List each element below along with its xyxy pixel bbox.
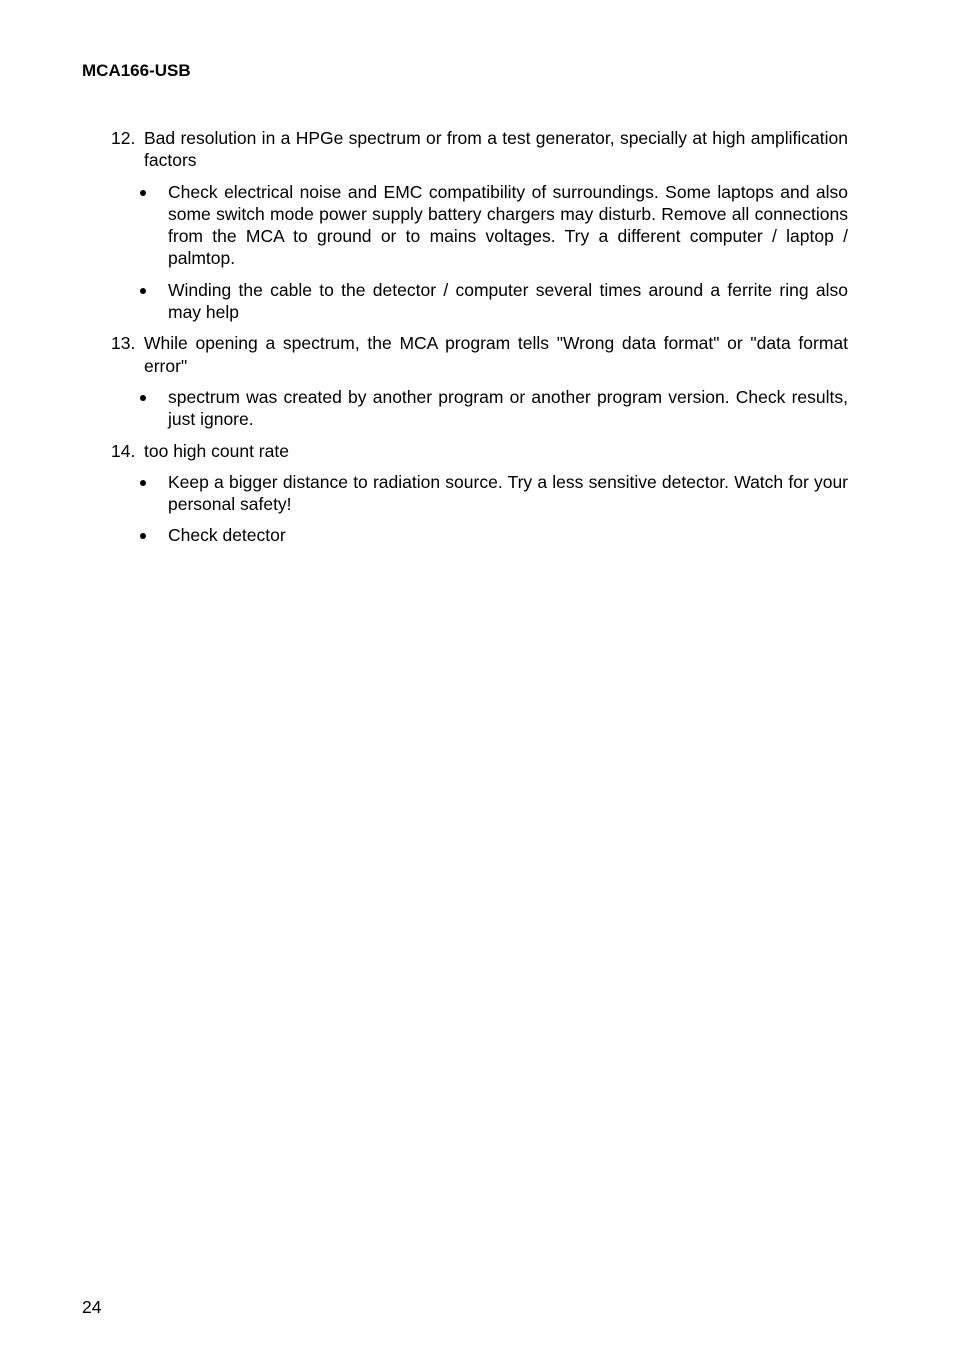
item-number: 13. xyxy=(111,333,136,354)
bullet-dot-icon xyxy=(140,395,146,401)
bullet-item xyxy=(144,386,848,431)
bullet-list xyxy=(144,386,848,431)
bullet-item xyxy=(144,279,848,324)
bullet-item xyxy=(144,471,848,516)
list-item-14 xyxy=(111,440,848,547)
bullet-text: Check detector xyxy=(168,525,286,546)
bullet-dot-icon xyxy=(140,533,146,539)
bullet-dot-icon xyxy=(140,288,146,294)
bullet-item xyxy=(144,524,848,546)
page-header: MCA166-USB xyxy=(82,61,191,80)
bullet-item xyxy=(144,181,848,270)
item-number: 14. xyxy=(111,440,136,461)
troubleshooting-list xyxy=(111,127,848,556)
item-text: While opening a spectrum, the MCA program tells "Wrong data format" or "data format error" xyxy=(144,333,848,376)
bullet-text: Keep a bigger distance to radiation source. Try a less sensitive detector. Watch for your personal safety! xyxy=(168,471,848,515)
list-item-12 xyxy=(111,127,848,323)
bullet-dot-icon xyxy=(140,190,146,196)
item-number: 12. xyxy=(111,128,136,148)
page-number: 24 xyxy=(82,1297,102,1317)
bullet-text: spectrum was created by another program or another program version. Check results, just ignore. xyxy=(168,386,848,430)
bullet-list xyxy=(144,181,848,324)
list-item-13 xyxy=(111,332,848,430)
bullet-dot-icon xyxy=(140,480,146,486)
bullet-text: Winding the cable to the detector / computer several times around a ferrite ring also may help xyxy=(168,279,848,323)
item-text: Bad resolution in a HPGe spectrum or from a test generator, specially at high amplification factors xyxy=(144,128,848,171)
bullet-list xyxy=(144,471,848,547)
bullet-text: Check electrical noise and EMC compatibility of surroundings. Some laptops and also some switch mode power supply battery chargers may disturb. Remove all connections from the MCA to ground or to mains voltages. Try a different computer / laptop / palmtop. xyxy=(168,181,848,269)
item-text: too high count rate xyxy=(144,440,289,461)
